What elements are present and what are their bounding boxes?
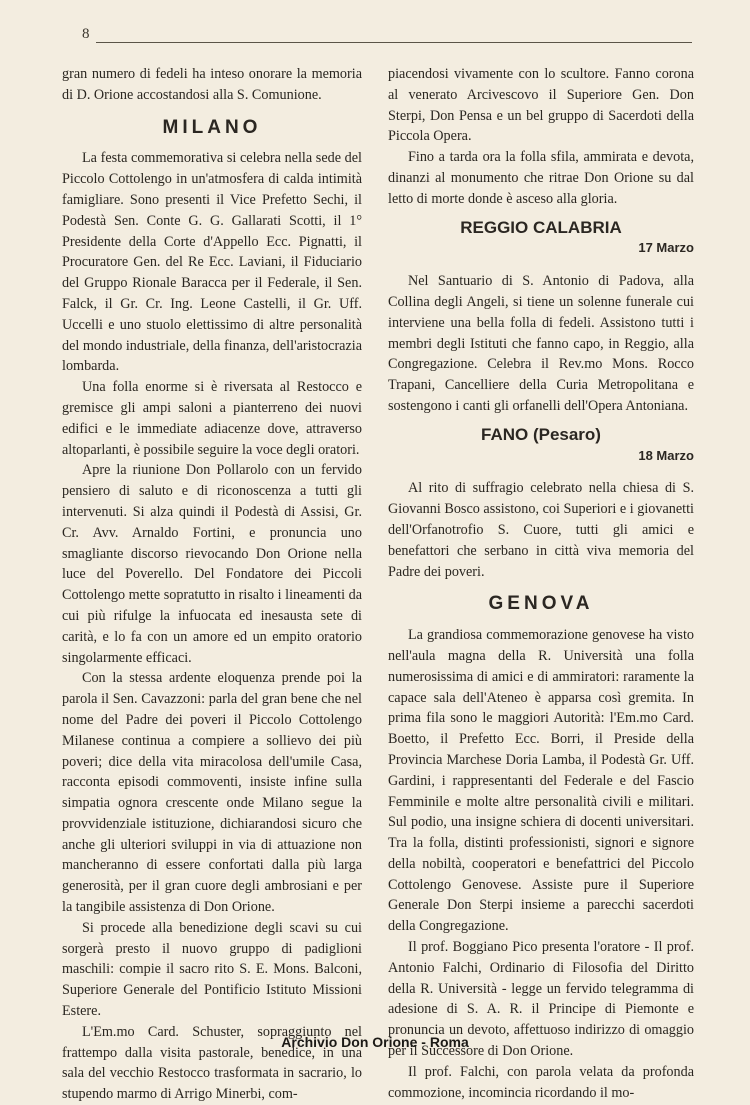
milano-paragraph-3: Apre la riunione Don Pollarolo con un fervido pensiero di saluto e di riconoscenza a tutti gli intervenuti. Si alza quindi il Podestà di Assisi, Gr. Cr. Avv. Arnaldo Fortini, e pronuncia uno smagliante discorso rievocando Don Orione nella luce del Poverello. Del Fondatore dei Piccoli Cottolengo mette sopratutto in risalto i lineamenti da cui più rifulge la infuocata ed inesausta sete di carità, e lo fa con un amore ed un empito oratorio singolarmente efficaci. (62, 462, 362, 666)
fano-paragraph: Al rito di suffragio celebrato nella chiesa di S. Giovanni Bosco assistono, coi Superiori e i giovanetti dell'Orfanotrofio S. Cuore, tutti gli amici e benefattori che serbano in città viva memoria del Padre dei poveri. (388, 480, 694, 580)
section-heading-genova: GENOVA (488, 593, 594, 615)
section-heading-fano: FANO (Pesaro) (481, 424, 601, 444)
genova-paragraph-3: Il prof. Falchi, con parola velata da profonda commozione, incomincia ricordando il mo- (388, 1063, 694, 1101)
reggio-paragraph: Nel Santuario di S. Antonio di Padova, alla Collina degli Angeli, si tiene un solenne funerale cui interviene una bella folla di fedeli. Assistono tutti i membri degli Istituti che fanno capo, in Reggio, alla Congregazione. Celebra il Rev.mo Mons. Rocco Trapani, Cancelliere della Curia Metropolitana e sostengono i canti gli orfanelli dell'Opera Antoniana. (388, 273, 694, 414)
milano-paragraph-4: Con la stessa ardente eloquenza prende poi la parola il Sen. Cavazzoni: parla del gran bene che nel nome del Padre dei poveri il Piccolo Cottolengo Milanese continua a compiere a sollievo dei più poveri; dice della vita miracolosa dell'umile Casa, racconta episodi commoventi, insiste infine sulla simpatia ognora crescente onde Milano segue la provvidenziale istituzione, dichiarandosi sicuro che anche gli ulteriori sviluppi in via di attuazione non mancheranno di essere confortati dalla più larga generosità, per il gran cuore degli ambrosiani e per la tangibile assistenza di Don Orione. (62, 670, 362, 916)
reggio-date: 17 Marzo (638, 240, 694, 256)
archive-footer: Archivio Don Orione - Roma (281, 1034, 469, 1050)
page-number: 8 (82, 26, 90, 42)
milano-paragraph-5: Si procede alla benedizione degli scavi su cui sorgerà presto il nuovo gruppo di padiglioni maschili: compie il sacro rito S. E. Mons. Balconi, Superiore Generale del Pontificio Istituto Missioni Estere. (62, 919, 362, 1020)
milano-paragraph-2: Una folla enorme si è riversata al Restocco e gremisce gli ampi saloni a pianterreno dei nuovi edifici e le immediate adiacenze dove, attraverso altoparlanti, è possibile seguire la voce degli oratori. (62, 379, 362, 458)
milano-continued-paragraph-2: Fino a tarda ora la folla sfila, ammirata e devota, dinanzi al monumento che ritrae Don Orione su dal letto di morte donde è asceso alla gloria. (388, 149, 694, 207)
milano-paragraph-1: La festa commemorativa si celebra nella sede del Piccolo Cottolengo in un'atmosfera di calda intimità famigliare. Sono presenti il Vice Prefetto Sechi, il Podestà Sen. Conte G. G. Gallarati Scotti, il 1° Presidente della Corte d'Appello Ecc. Pignatti, il Procuratore Gen. del Re Ecc. Laviani, il Fiduciario del Gruppo Rionale Baracca per il Federale, il Sen. Falck, il Gr. Cr. Ing. Leone Castelli, il Gr. Uff. Uccelli e uno stuolo elettissimo di altre personalità del mondo industriale, della finanza, dell'aristocrazia lombarda. (62, 150, 362, 375)
right-column (388, 64, 694, 1103)
milano-continued-paragraph-1: piacendosi vivamente con lo scultore. Fanno corona al venerato Arcivescovo il Superiore Gen. Don Sterpi, Don Pensa e un bel gruppo di Sacerdoti della Piccola Opera. (388, 66, 694, 145)
left-column (62, 64, 362, 1105)
genova-paragraph-1: La grandiosa commemorazione genovese ha visto nell'aula magna della R. Università una folla numerosissima di amici e di ammiratori: raramente la capace sala dell'Ateneo è apparsa così gremita. In prima fila sono le maggiori Autorità: l'Em.mo Card. Boetto, il Prefetto Ecc. Borri, il Preside della Provincia Marchese Doria Lamba, il Podestà Gr. Uff. Gardini, i rappresentanti del Federale e del Fascio Femminile e molte altre personalità civili e militari. Sul podio, una insigne schiera di docenti universitari. Tra la folla, distinti professionisti, signori e signore della nobiltà, cooperatori e benefattrici del Piccolo Cottolengo Genovese. Assiste pure il Superiore Generale Don Sterpi insieme a parecchi sacerdoti della Congregazione. (388, 627, 694, 935)
section-heading-milano: MILANO (162, 116, 262, 138)
genova-paragraph-2: Il prof. Boggiano Pico presenta l'oratore - Il prof. Antonio Falchi, Ordinario di Filosofia del Diritto della R. Università - legge un fervido telegramma di adesione di S. A. R. il Principe di Piemonte e pronuncia un devoto, affettuoso indirizzo di omaggio per il Successore di Don Orione. (388, 939, 694, 1060)
section-heading-reggio-calabria: REGGIO CALABRIA (460, 217, 622, 237)
intro-paragraph: gran numero di fedeli ha inteso onorare la memoria di D. Orione accostandosi alla S. Comunione. (62, 66, 362, 103)
milano-paragraph-6: L'Em.mo Card. Schuster, sopraggiunto nel frattempo dalla visita pastorale, benedice, in una sala del vecchio Restocco trasformata in sacrario, lo stupendo marmo di Arrigo Minerbi, com- (62, 1023, 362, 1103)
fano-date: 18 Marzo (638, 447, 694, 463)
header-rule (96, 42, 692, 43)
